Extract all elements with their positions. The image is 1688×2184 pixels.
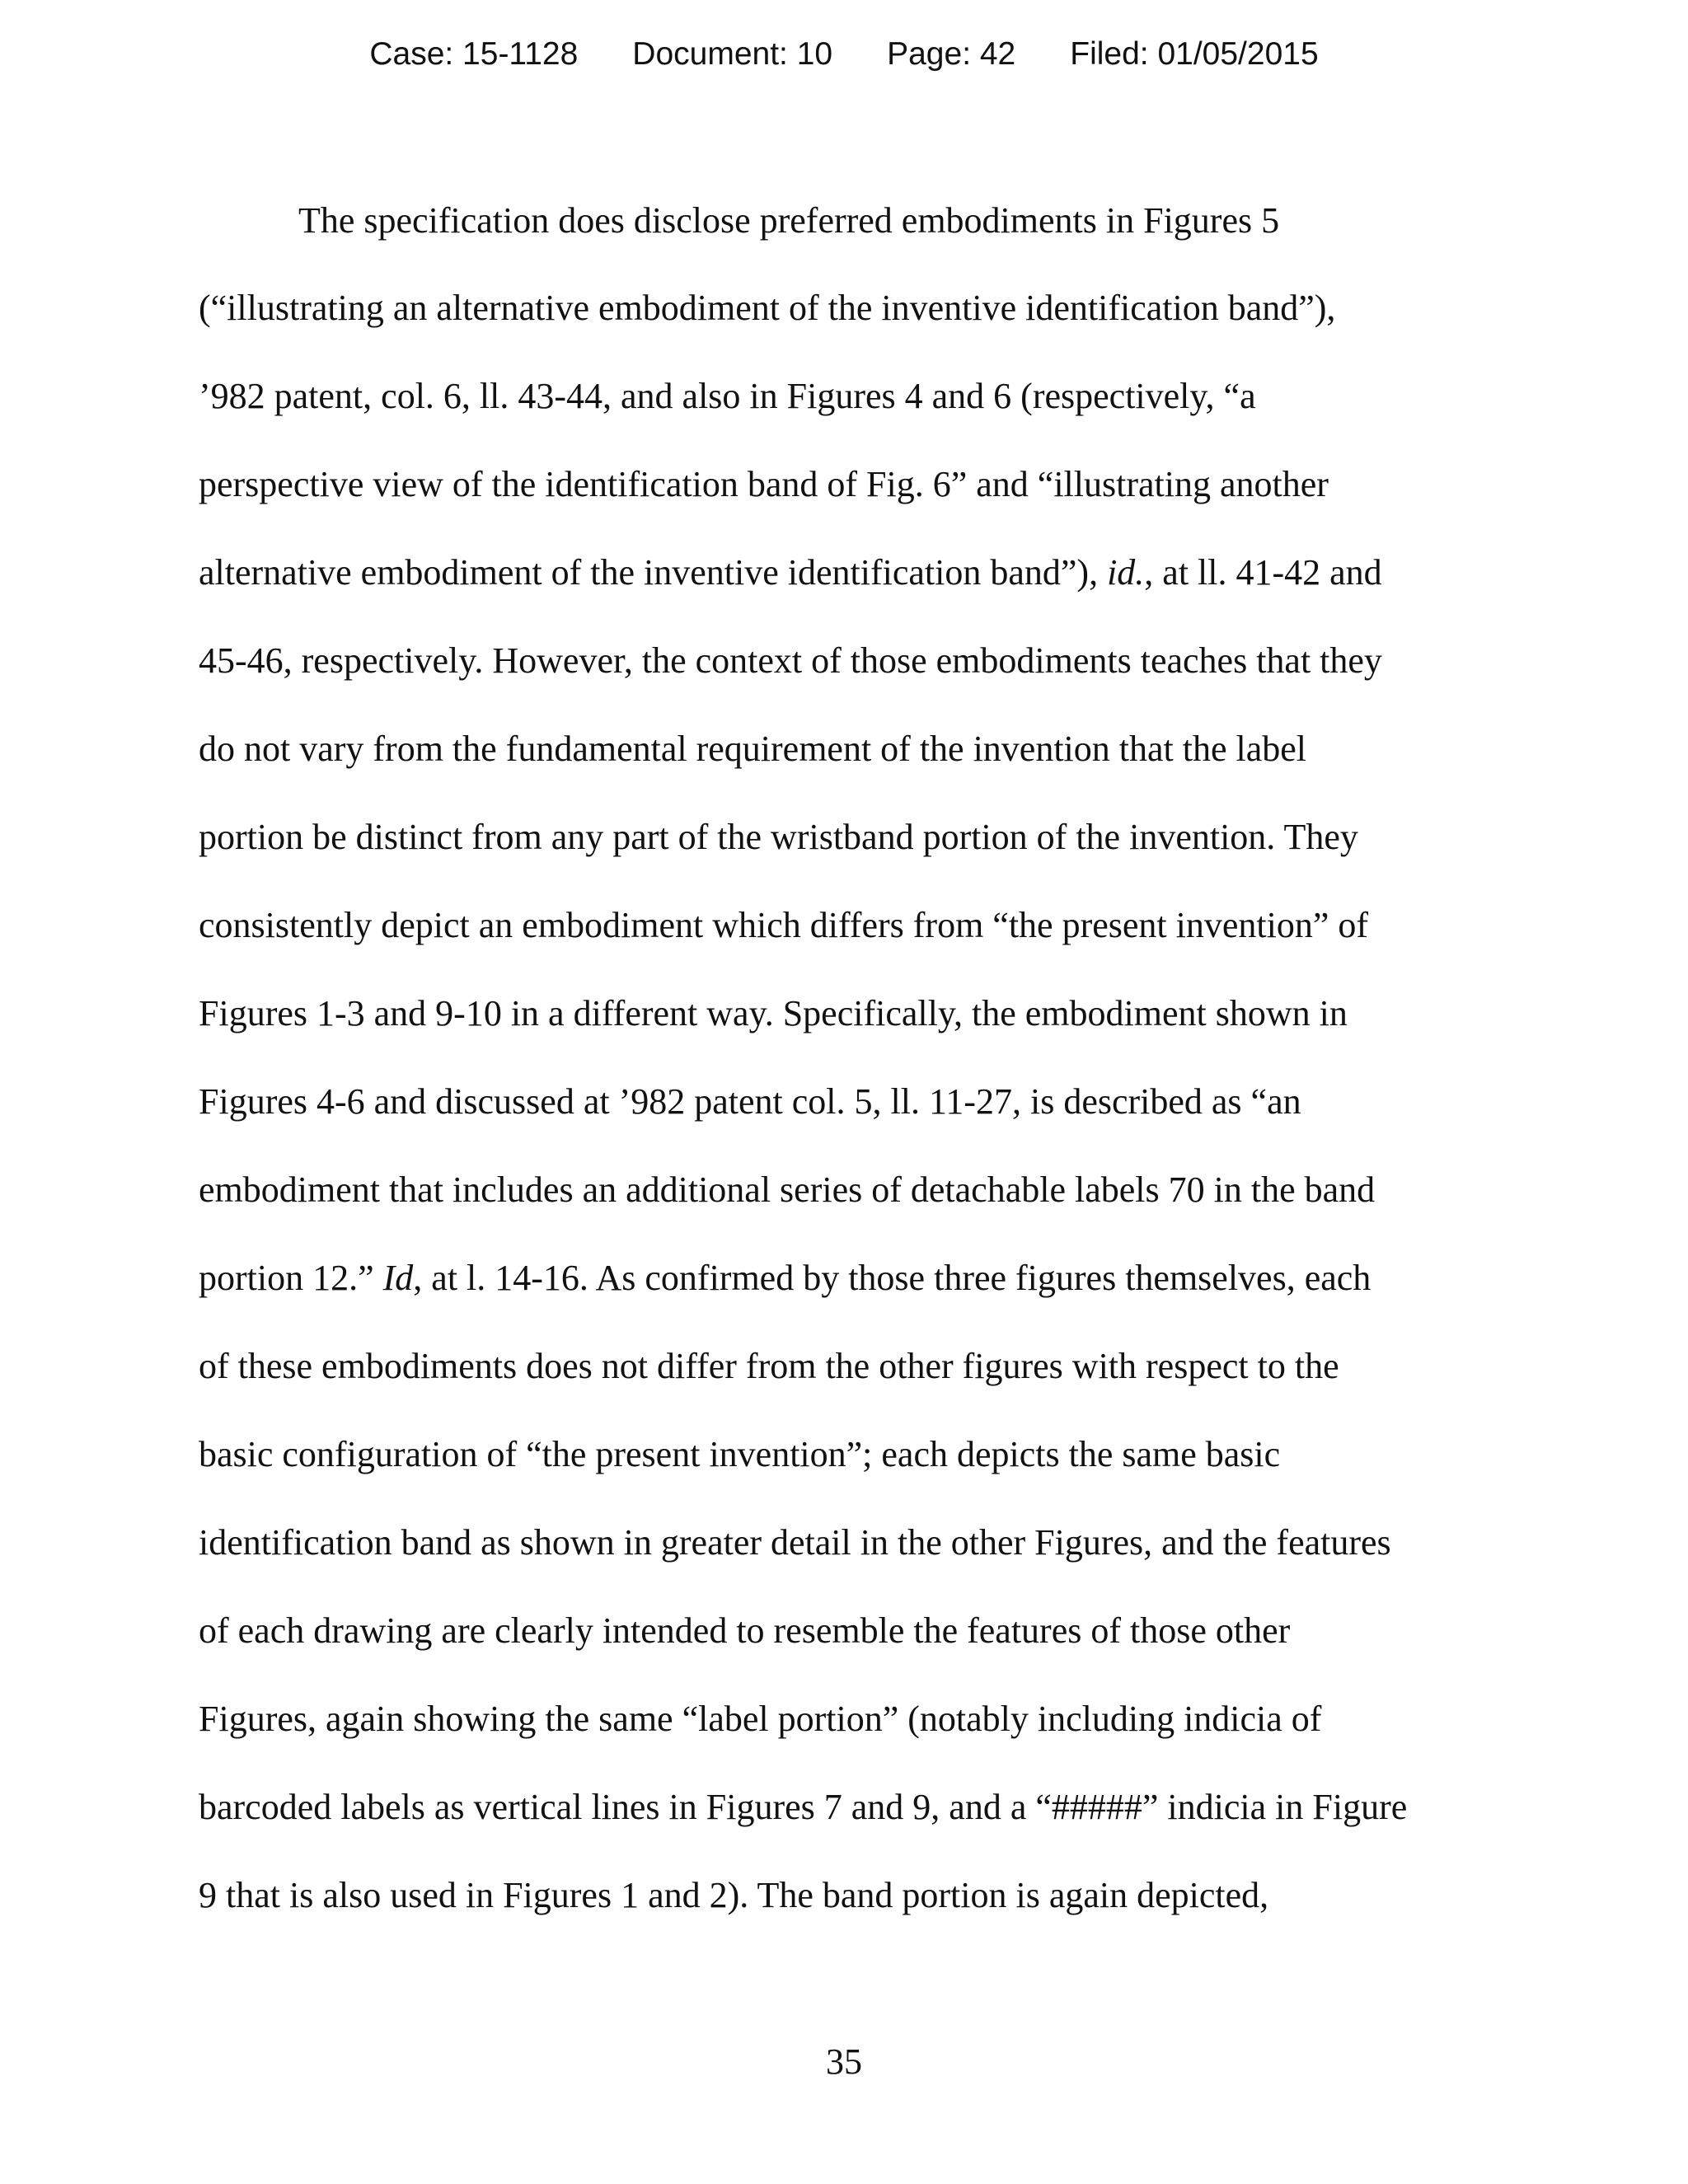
body-line: (“illustrating an alternative embodiment of the inventive identification band”), (199, 288, 1336, 328)
case-number: Case: 15-1128 (369, 36, 579, 72)
body-line: Figures 1-3 and 9-10 in a different way. Specifically, the embodiment shown in (199, 993, 1348, 1033)
body-line: portion be distinct from any part of the wristband portion of the invention. They (199, 817, 1358, 857)
body-line: barcoded labels as vertical lines in Figures 7 and 9, and a “#####” indicia in Figure (199, 1787, 1408, 1827)
body-line: ’982 patent, col. 6, ll. 43-44, and also in Figures 4 and 6 (respectively, “a (199, 376, 1256, 416)
italic-citation: Id (382, 1258, 414, 1298)
body-line: consistently depict an embodiment which differs from “the present invention” of (199, 905, 1369, 945)
body-line: embodiment that includes an additional series of detachable labels 70 in the band (199, 1169, 1376, 1210)
body-line: identification band as shown in greater detail in the other Figures, and the features (199, 1522, 1391, 1563)
body-line: 9 that is also used in Figures 1 and 2). The band portion is again depicted, (199, 1875, 1269, 1915)
body-text-run: alternative embodiment of the inventive identification band”), (199, 552, 1108, 593)
document-number: Document: 10 (632, 36, 833, 72)
body-line: do not vary from the fundamental requirement of the invention that the label (199, 729, 1307, 769)
body-line: 45-46, respectively. However, the context of those embodiments teaches that they (199, 640, 1382, 681)
body-line: basic configuration of “the present invention”; each depicts the same basic (199, 1434, 1281, 1474)
body-line (199, 552, 1382, 593)
body-line: of these embodiments does not differ from the other figures with respect to the (199, 1346, 1339, 1386)
body-line: Figures 4-6 and discussed at ’982 patent col. 5, ll. 11-27, is described as “an (199, 1081, 1301, 1122)
body-text-run: portion 12.” (199, 1258, 383, 1298)
body-line (199, 1260, 1371, 1296)
filed-date: Filed: 01/05/2015 (1070, 36, 1319, 72)
body-line: perspective view of the identification band of Fig. 6” and “illustrating another (199, 464, 1329, 504)
body-line: Figures, again showing the same “label portion” (notably including indicia of (199, 1699, 1322, 1739)
body-text-run: , at l. 14-16. As confirmed by those three figures themselves, each (413, 1258, 1372, 1298)
body-line: The specification does disclose preferred embodiments in Figures 5 (298, 200, 1280, 241)
body-line: of each drawing are clearly intended to resemble the features of those other (199, 1610, 1291, 1651)
page-label: Page: 42 (887, 36, 1016, 72)
page-number: 35 (826, 2041, 862, 2082)
italic-citation: id. (1107, 552, 1145, 593)
body-text-run: , at ll. 41-42 and (1144, 552, 1382, 593)
